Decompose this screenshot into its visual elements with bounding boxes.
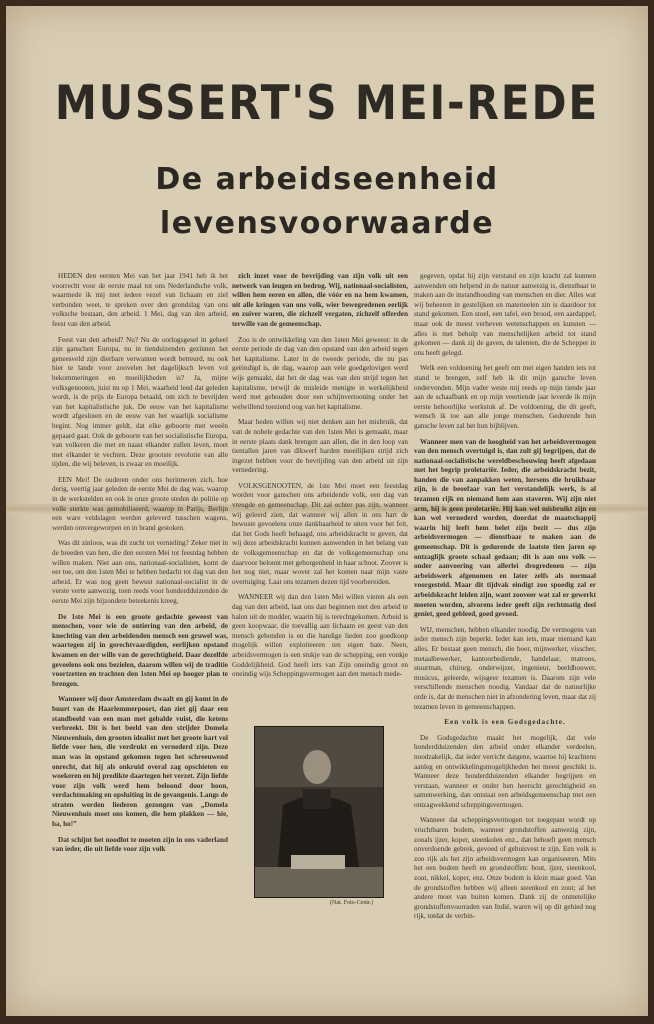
paragraph: Welk een voldoening het geeft om met eigen handen iets tot stand te brengen, zelf heb ik dit mijn gansche leven ondervonden. Mijn vader weste mij reeds op mijn tiende jaar aan de schaafbank en op mijn veertiende jaar leverde ik mijn eerste behoorlijke werkstuk af. De voldoening, die dit geeft, wensch ik toe aan alle jonge menschen. Gedurende hun gansche leven zal het hun bijblijven. xyxy=(414,364,596,430)
section-heading: Een volk is een Godsgedachte. xyxy=(444,718,566,727)
paragraph: Maar heden willen wij niet denken aan het misbruik, dat van de nobele gedachte van den 1sten Mei is gemaakt, maar in eerste plaats dank brengen aan allen, die in den loop van tientallen jaren van dikwerf harden moeilijken strijd zich ingezet hebben voor de bevrijding van den arbeid uit zijn vernedering. xyxy=(232,418,408,475)
paragraph: Was dit zinloos, was dit zucht tot vernieling? Zeker niet in de breeden van hen, die den eersten Mei tot feestdag hebben willen maken. Niet aan ons, nationaal-socialisten, komt de eer toe, om den 1sten Mei te hebben bedacht tot dag van den arbeid. Er was nog geen bewust nationaal-socialist in de verste verte aanwezig, toen reeds voor honderdduizenden de eerste Mei zijn bijzondere beteekenis kreeg. xyxy=(52,539,228,605)
article-column-3 xyxy=(414,272,596,928)
paragraph: Wanneer dat scheppingsvermogen tot toegepast wordt op vruchtbaren bodem, wanneer grondstoffen aanwezig zijn, zooals ijzer, koper, steenkolen enz., dan behoeft geen mensch onverdoende gebrek, gevoed of gehuisvest te zijn. Een volk is zoo rijk als het zijn arbeidsvermogen kan organiseeren. Mits het een bodem heeft en grondstoffen: hout, ijzer, steenkool, zout, nikkel, koper, enz. Onze bodem is klein maar goed. Van de grondstoffen hebben wij alleen steenkool en zout; al het andere moet van buiten komen. Dank zij de onmetelijke grondstoffenvoorraden van Indië, waren wij op dit gebied nog rijk, totdat de verbin- xyxy=(414,816,596,921)
paragraph: Zoo is de ontwikkeling van den 1sten Mei geweest: in de eerste periode de dag van den opstand van den arbeid tegen het kapitalisme. Later in de tweede periode, die nu pas geëindigd is, de dag, waarop aan vele goedgelovigen werd wijs gemaakt, dat het de dag was van den strijd tegen het kapitalisme, terwijl de misleide menigte in werkelijkheid werd met gehouden door een schijnvertooning onder het welwillend toeziend oog van het kapitalisme. xyxy=(232,335,408,411)
paragraph: gegeven, opdat hij zijn verstand en zijn kracht zal kunnen aanwenden om helpend in de natuur aanwezig is, dienstbaar te maken aan de instandhouding van menschen en dier. Alles wat wij beheeren in gestelijken en materieelen zin is daardoor tot stand gekomen. Een stoel, een tafel, een brood, een aardappel, maar ook de meest verheven wetenschappen en kunsten — alles is met behulp van menschelijken arbeid tot stand gekomen — dank zij de gaven, de talenten, die de Schepper in ons heeft gelegd. xyxy=(414,272,596,357)
photo-caption: (Nat. Foto-Centr.) xyxy=(330,900,374,906)
subtitle-line-1: De arbeidseenheid xyxy=(155,162,499,197)
headline: MUSSERT'S MEI-REDE xyxy=(54,76,600,131)
article-column-1 xyxy=(52,272,228,861)
article-column-2 xyxy=(232,272,408,686)
paragraph: VOLKSGENOOTEN, de 1ste Mei moet een feestdag worden voor ganschen ons arbeidende volk, een dag van vreugde en gemeenschap. Dit zal echter pas zijn, wanneer wij geleerd zien, dat wanneer wij allen in ons hart de bewuste gevoelens onze dankbaarheid te uiten voor het feit, dat het Gods heeft behaagd, ons arbeidskracht te geven, dat wij deze arbeidskracht kunnen aanwenden in het belang van de volksgemeenschap en dat de volksgemeenschap ons daarvoor beloont met geborgenheid in haar schoot. Zoover is het nog niet, maar wover zal het komen naar mijn vaste overtuiging. Laat ons tezamen dezen tijd voorbereiden. xyxy=(232,481,408,586)
paragraph: Wanneer men van de hoogheid van het arbeidsvermogen van den mensch overtuigd is, dan zult gij begrijpen, dat de nationaal-socialistische wereldbeschouwing heeft afgedaan met het begrip proletariër. Ieder, die arbeidskracht bezit, handen die van aanpakken weten, hersens die bruikbaar zijn, is de beoefaar van het verstandelijk werk, is al tezamen rijk en niemand hem aan staveren. Wij zijn niet arm, hij is geen proletariër. Hij kan wel misbruikt zijn en kan wel vernederd worden, doordat de maatschappij waarin hij leeft hem belet zijn bezit — dus zijn arbeidsvermogen — dienstbaar te maken aan de gemeenschap. Dit is gedurende de laatste tien jaren op ontzaglijk groote schaal gedaan; dit is aan ons volk — onder aanvoering van allerlei drogredenen — zijn arbeidswerk afgenomen en later zelfs als normaal voorgesteld. Maar dit tijdvak eindigt zoo spoedig zal er arbeidskracht leiden zijn, want zooveer wat zal er gewerkt moeten worden, alvorens ieder geeft zijn rechtmatig deel geniet, goed gebleed, goed gevoed. xyxy=(414,437,596,619)
paragraph: Dat schijnt het noodlot te moeten zijn in ons vaderland van ieder, die uit liefde voor zijn volk xyxy=(52,835,228,854)
paragraph: De Godsgedachte maakt het mogelijk, dat vele honderdduizenden den arbeid onder elkander verdeelen, noodzakelijk, dat ieder verricht datgene, waartoe hij krachtens aanleg en ontwikkelingsmogelijkheden het meest geschikt is. Wanneer deze honderdduizenden elkander begrijpen en verstaan, wanneer er onder hen heerscht gerechtigheid en samenwerking, dan ontstaat een arbeidsgemeenschap met een ontzagwekkend scheppingsvermogen. xyxy=(414,733,596,809)
paragraph: De 1ste Mei is een groote gedachte geweest van menschen, voor wie de ontiering van den arbeid, de knechting van den arbeidenden mensch een gruwel was, waartegen zij in gerechtvaardigden, eerlijken opstand kwamen en der wille van de gerechtigheid. Daar dezelfde gevoelens ook ons bezielen, daarom willen wij de traditie voortzetten en trachten den 1sten Mei op hooger plan te brengen. xyxy=(52,612,228,688)
paragraph: WIJ, menschen, hebben elkander noodig. De vermogens van ieder mensch zijn beperkt. Ieder kan iets, maar niemand kan alles. Er bestaat geen mensch, die boer, mijnwerker, visscher, metaalbewerker, kantoorbediende, handelaar, matroos, stuurman, chirurg, onderwijzer, ingenieur, beeldhouwer, musicus, geleerde, wijsgeer tezamen is. Daarom zijn vele verschillende menschen noodig. Vandaar dat de natuurlijke orde is, dat de menschen niet in afzondering leven, maar dat zij tezamen leven in gemeenschappen. xyxy=(414,625,596,711)
speaker-photo xyxy=(254,726,384,898)
paragraph: Wanneer wij door Amsterdam dwaalt en gij komt in de buurt van de Haarlemmerpoort, dan ziet gij daar een standbeeld van een man met gebalde vuist, die ketens verbreekt. Dit is het beeld van den strijder Domela Nieuwenhuis, den grooten idealist met het groote hart vol liefde voor hen, die verdrukt en vernederd zijn. Deze man was in opstand gekomen tegen het schreeuwend onrecht, dat hij als onkruid overal zag opschieten en woekeren en hij predikte daartegen het verzet. Zijn liefde voor zijn volk werd hem beloond door hoon, verdachtmaking en opsluiting in de gevangenis. Langs de straten werden liederen gezongen van „Domela Nieuwenhuis moet ons komen, die hem plakken — hie, ha, ho!” xyxy=(52,695,228,829)
paragraph: WANNEER wij dan den 1sten Mei willen vieren als een dag van den arbeid, laat ons dan beginnen met den arbeid te halen uit de modder, waarin hij is terechtgekomen. Arbeid is geen koopwaar, die toevallig aan lichaam en geest van den mensch gebonden is en die handige lieden zoo goedkoop mogelijk willen exploiteeren ten eigen bate. Neen, arbeidsvermogen is een stukje van de schepping, een vonkje Goddelijkheid. God heeft iets van Zijn oneindig groot en oneindig wijs Scheppingsvermogen aan den mensch mede- xyxy=(232,593,408,679)
subtitle-line-2: levensvoorwaarde xyxy=(159,206,495,241)
paragraph: HEDEN den eersten Mei van het jaar 1941 heb ik het voorrecht voor de eerste maal tot ons Nederlandsche volk, waarmede ik mij met iedere vezel van lichaam en ziel verbonden weet, te spreken over den grondslag van ons volksche bestaan, den arbeid. 1 Mei, dag van den arbeid, feest van den arbeid. xyxy=(52,272,228,328)
speaker-photo-image xyxy=(255,727,383,897)
paragraph: Feest van den arbeid? Nu? Nu de oorlogsgesel in geheel zijn ganschen Europa, nu in tienduizenden gezinnen het geneesveld zijn dierbare verwanten wordt betreurd, nu ook hier te lande voor zoovelen het dagelijksch leven vol bekommeringen en moeilijkheden is? Ja, mijne volksgenooten, juist nu op 1 Mei, waarheid leed dat geleden wordt, is de prijs de Europa betaald, om zich te bevrijden van het kapitalistische juk. De eeuw van het kapitalisme wordt afgesloten en de eeuw van het waarlijk socialisme begint. Nog immer geldt, dat elke geboorte met weeën gepaard gaat. Ook de geboorte van het socialistische Europa, van volkeren die met en naast elkander zullen leven, moet met elkander te vechten. Deze grootste revolutie van alle tijden, die wij beleven, is zwaar en moeilijk. xyxy=(52,335,228,469)
paragraph: zich inzet voor de bevrijding van zijn volk uit een netwerk van leugen en bedrog. Wij, nationaal-socialisten, willen hem eeren en allen, die vóór en na hem kwamen, uit alle kringen van ons volk, wier bewegredenen eerlijk en zuiver waren, die zichzelf vergaten, zichzelf offerden terwille van de gemeenschap. xyxy=(232,272,408,328)
paragraph: EEN Mei! De ouderen onder ons herinneren zich, hoe derig, veertig jaar geleden de eerste Mei de dag was, waarop in de werkstelden en ook in onze groote steden de politie op volle sterkte was gemobiliseerd, waarop in Parijs, Berlijn een ware veldslagen werden geleverd tusschen wagens, werden omvergeworpen en in brand gestoken. xyxy=(52,475,228,532)
